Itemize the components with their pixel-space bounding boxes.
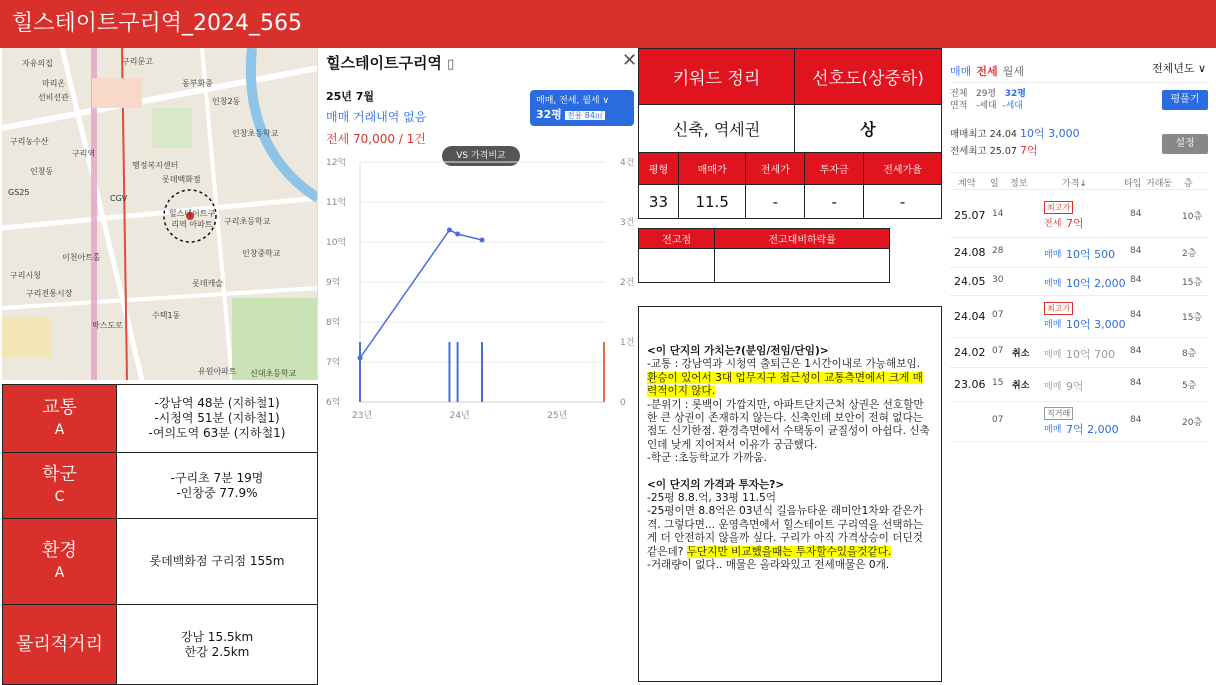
row-date: 24.02	[954, 346, 986, 359]
row-info: 취소	[1012, 381, 1030, 391]
map-label: 유원아파트	[198, 367, 237, 376]
y2-tick-label: 0	[620, 398, 626, 408]
location-info-table	[2, 384, 318, 685]
row-day: 07	[992, 346, 1004, 356]
price-point	[480, 238, 485, 243]
page-header	[0, 0, 1216, 48]
note-text: -분위기 : 롯백이 가깝지만, 아파트단지근처 상권은 선호할만한 큰 상권이 존재하지 않는다. 신축인데 보안이 전혀 없다는점도 신기한점. 환경측면에서 수택동이 균질성이 아쉽다. 신축인데 낮게 지어져서 이유가 궁금했다.	[647, 398, 930, 451]
row-day: 14	[992, 209, 1004, 219]
page-title: 힐스테이트구리역_2024_565	[12, 11, 302, 36]
complex-title: 힐스테이트구리역 ▯	[326, 54, 455, 72]
jeonse-status: 전세 70,000 / 1건	[326, 132, 426, 146]
map-label: 구리시청	[10, 271, 41, 280]
y-tick-label: 7억	[326, 358, 341, 368]
row-info: 취소	[1012, 349, 1030, 359]
settings-button[interactable]: 설정	[1162, 134, 1208, 154]
tab-monthly[interactable]: 월세	[1002, 65, 1024, 78]
y-tick-label: 8억	[326, 318, 341, 328]
col-header: 전고점	[639, 229, 715, 249]
map-label: 마리온	[42, 79, 66, 88]
map-label: 인창2동	[212, 97, 241, 106]
y2-tick-label: 1건	[620, 338, 635, 348]
price-point	[447, 228, 452, 233]
y-tick-label: 6억	[326, 398, 341, 408]
row-day: 28	[992, 246, 1004, 256]
row-kind: 전세	[1044, 219, 1062, 229]
price-chart	[320, 158, 638, 428]
size-29-option[interactable]: 29평	[975, 89, 997, 99]
y2-tick-label: 4건	[620, 158, 635, 168]
price-badge: 최고가	[1044, 302, 1073, 315]
expand-size-button[interactable]: 평풀기	[1162, 90, 1208, 110]
row-day: 15	[992, 378, 1004, 388]
price-point	[455, 232, 460, 237]
map-label: 자유의집	[22, 59, 53, 68]
transaction-row[interactable]	[950, 368, 1208, 402]
row-price: 10억 700	[1066, 348, 1116, 361]
analysis-notes	[638, 306, 942, 682]
cell: -	[864, 185, 942, 219]
row-floor: 2층	[1182, 249, 1197, 259]
transaction-row[interactable]	[950, 238, 1208, 268]
y-tick-label: 11억	[326, 198, 347, 208]
map-label: GS25	[8, 188, 30, 197]
price-chart-panel	[320, 48, 638, 428]
row-type: 84	[1130, 346, 1142, 356]
trade-tabs	[950, 60, 1024, 79]
row-price: 10억 500	[1066, 248, 1116, 261]
transaction-row[interactable]	[950, 268, 1208, 296]
cell: 11.5	[678, 185, 746, 219]
preference-header: 선호도(상중하)	[795, 49, 942, 105]
keyword-table	[638, 48, 942, 153]
price-summary-table	[638, 152, 942, 219]
map-label: 수택1동	[152, 311, 181, 320]
info-category: 환경 A	[3, 519, 117, 605]
map-label: 구리문고	[122, 57, 153, 66]
cell: -	[746, 185, 805, 219]
row-price: 10억 2,000	[1066, 277, 1126, 290]
trade-filter-dropdown[interactable]: 매매, 전세, 월세 ∨ 32평 전용 84㎡	[530, 90, 634, 126]
volume-bar	[448, 342, 450, 402]
volume-bar	[603, 342, 605, 402]
row-kind: 매매	[1044, 279, 1062, 289]
price-badge: 최고가	[1044, 201, 1073, 214]
volume-bar	[457, 342, 459, 402]
map-label: 구리농수산	[10, 137, 49, 146]
map-label: 구리초등학교	[224, 217, 271, 226]
row-date: 25.07	[954, 209, 986, 222]
map-label: 인창중학교	[242, 249, 281, 258]
map-label: 힐스테이트구리역 아파트	[168, 209, 216, 229]
note-text: -25평이면 8.8억은 03년식 길음뉴타운 래미안1차와 같은가격. 그렇다면... 운영측면에서 힐스테이트 구리역을 선택하는게 더 안전하지 않을까 싶다. 구리가 아직 가격상승이 더딘것같은데?	[647, 505, 923, 558]
info-category: 학군 C	[3, 453, 117, 519]
row-price: 7억	[1066, 217, 1084, 230]
row-date: 24.08	[954, 246, 986, 259]
tab-jeonse[interactable]: 전세	[976, 65, 998, 78]
transaction-panel	[944, 48, 1216, 684]
keyword-header: 키워드 정리	[639, 49, 795, 105]
col-header: 전고대비하락률	[715, 229, 890, 249]
row-floor: 15층	[1182, 278, 1203, 288]
row-kind: 매매	[1044, 382, 1062, 392]
highlighted-note: 두단지만 비교했을때는 투자할수있을것같다.	[686, 545, 892, 558]
map-label: 인창초등학교	[232, 129, 279, 138]
y-tick-label: 10억	[326, 238, 347, 248]
col-header: 전세가	[746, 153, 805, 185]
map-label: 행정복지센터	[132, 161, 179, 170]
y-tick-label: 12억	[326, 158, 347, 168]
map-label: 롯데백화점	[162, 175, 201, 184]
row-floor: 10층	[1182, 212, 1203, 222]
note-text: -교통 : 강남역과 시청역 출퇴근은 1시간이내로 가능해보임.	[647, 358, 921, 371]
note-text: -학군 :초등학교가 가까움.	[647, 452, 767, 465]
max-price-summary: 매매최고 24.04 10억 3,000 전세최고 25.07 7억	[950, 127, 1080, 157]
row-price: 7억 2,000	[1066, 423, 1119, 436]
row-type: 84	[1130, 310, 1142, 320]
row-price: 9억	[1066, 380, 1084, 393]
price-badge: 직거래	[1044, 407, 1073, 420]
current-month: 25년 7월	[326, 90, 375, 103]
map-label: 구리전통시장	[26, 289, 73, 298]
row-floor: 5층	[1182, 381, 1197, 391]
info-value: 롯데백화점 구리점 155m	[117, 519, 318, 605]
row-floor: 8층	[1182, 349, 1197, 359]
map-label: 롯데캐슬	[192, 279, 223, 288]
location-map[interactable]	[2, 48, 318, 380]
close-icon[interactable]: ✕	[622, 50, 638, 71]
row-kind: 매매	[1044, 250, 1062, 260]
y2-tick-label: 2건	[620, 278, 635, 288]
note-text: -거래량이 없다.. 매물은 올라와있고 전세매물은 0개.	[647, 559, 890, 572]
volume-bar	[359, 342, 361, 402]
row-floor: 20층	[1182, 418, 1203, 428]
x-tick-label: 25년	[547, 411, 568, 421]
map-label: 박스도로	[92, 321, 123, 330]
cell: -	[805, 185, 864, 219]
row-type: 84	[1130, 209, 1142, 219]
row-type: 84	[1130, 415, 1142, 425]
table-header: 계약 일 정보 가격↓ 타입 거래동 층	[950, 172, 1208, 190]
transaction-row[interactable]	[950, 194, 1208, 238]
row-day: 07	[992, 310, 1004, 320]
section-heading: <이 단지의 가격과 투자는?>	[647, 478, 785, 491]
map-label: 구리역	[72, 149, 96, 158]
map-label: 동부화중	[182, 79, 213, 88]
cell	[639, 249, 715, 283]
row-price: 10억 3,000	[1066, 318, 1126, 331]
preference-value: 상	[795, 105, 942, 153]
year-select[interactable]: 전체년도 ∨	[1152, 62, 1207, 75]
map-label: 선비선관	[38, 93, 69, 102]
col-header: 매매가	[678, 153, 746, 185]
transaction-row[interactable]	[950, 338, 1208, 368]
row-type: 84	[1130, 246, 1142, 256]
x-tick-label: 24년	[449, 411, 470, 421]
size-selector: 전체 29평 32평 면적 -세대 -세대	[950, 89, 1026, 111]
tab-sale[interactable]: 매매	[950, 65, 972, 78]
x-tick-label: 23년	[352, 411, 373, 421]
row-floor: 15층	[1182, 313, 1203, 323]
map-label: 인창동	[30, 167, 54, 176]
volume-bar	[481, 342, 483, 402]
cell: 33	[639, 185, 679, 219]
map-label: 신대초등학교	[250, 369, 297, 378]
row-kind: 매매	[1044, 350, 1062, 360]
sort-price-header[interactable]: 가격↓	[1062, 179, 1087, 189]
map-label: 이천아트홀	[62, 253, 101, 262]
size-32-option[interactable]: 32평	[1004, 89, 1026, 99]
note-text: -25평 8.8.억, 33평 11.5억	[647, 492, 776, 505]
row-type: 84	[1130, 275, 1142, 285]
sale-status: 매매 거래내역 없음	[326, 110, 427, 124]
col-header: 투자금	[805, 153, 864, 185]
row-date: 23.06	[954, 378, 986, 391]
section-heading: <이 단지의 가치는?(분임/전임/단임)>	[647, 345, 829, 357]
vs-compare-button[interactable]: VS 가격비교	[442, 146, 520, 166]
keyword-value: 신축, 역세권	[639, 105, 795, 153]
row-date: 24.05	[954, 275, 986, 288]
y2-tick-label: 3건	[620, 218, 635, 228]
price-point	[358, 356, 363, 361]
row-kind: 매매	[1044, 320, 1062, 330]
col-header: 평형	[639, 153, 679, 185]
info-value: -구리초 7분 19명 -인창중 77.9%	[117, 453, 318, 519]
cell	[715, 249, 890, 283]
price-line	[360, 230, 482, 358]
col-header: 전세가율	[864, 153, 942, 185]
row-kind: 매매	[1044, 425, 1062, 435]
info-category: 교통 A	[3, 385, 117, 453]
transaction-row[interactable]	[950, 296, 1208, 338]
y-tick-label: 9억	[326, 278, 341, 288]
peak-table	[638, 228, 890, 283]
row-date: 24.04	[954, 310, 986, 323]
highlighted-note: 환승이 있어서 3대 업무지구 접근성이 교통측면에서 크게 매력적이지 않다.	[647, 371, 923, 398]
map-label: CGV	[110, 194, 128, 203]
row-type: 84	[1130, 378, 1142, 388]
info-value: 강남 15.5km 한강 2.5km	[117, 605, 318, 685]
row-day: 30	[992, 275, 1004, 285]
map-icon[interactable]: ▯	[447, 57, 455, 72]
info-category: 물리적거리	[3, 605, 117, 685]
info-value: -강남역 48분 (지하철1) -시청역 51분 (지하철1) -여의도역 63분 (지하철1)	[117, 385, 318, 453]
transaction-row[interactable]	[950, 402, 1208, 442]
row-day: 07	[992, 415, 1004, 425]
